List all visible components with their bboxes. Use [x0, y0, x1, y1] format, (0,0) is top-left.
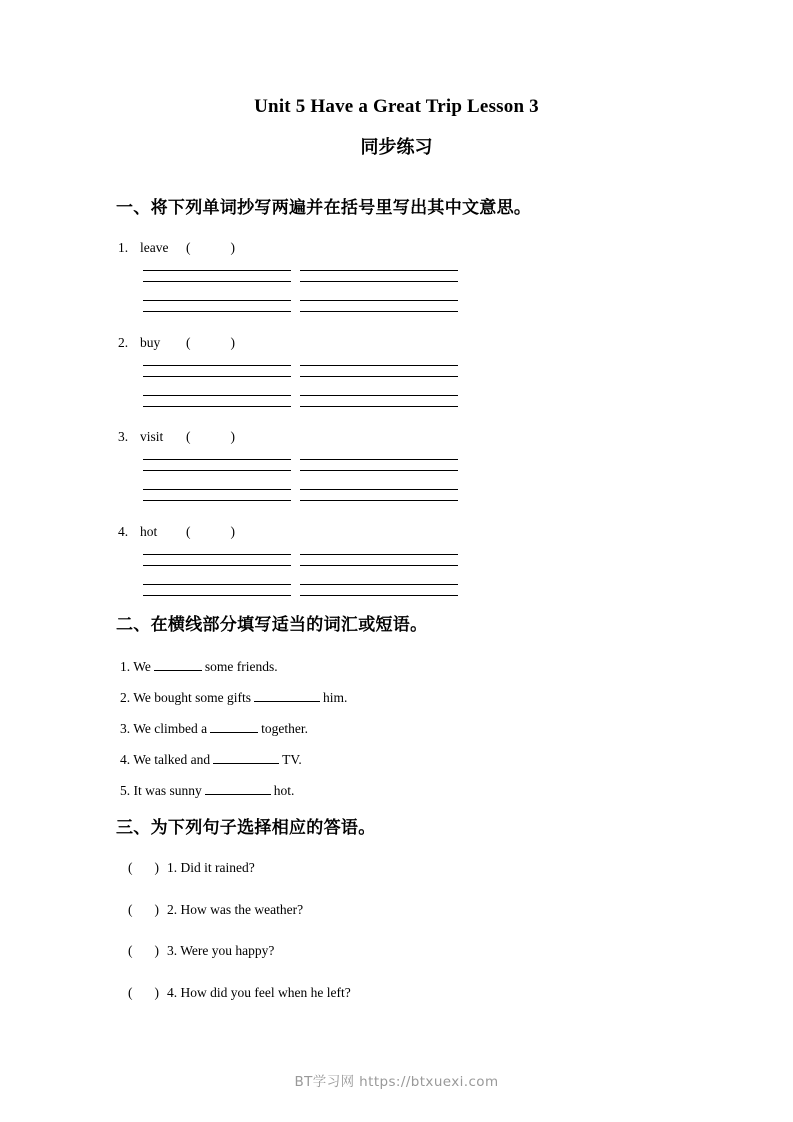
matching-item [128, 860, 255, 876]
word-meaning-parens [186, 240, 235, 256]
fill-blank-input[interactable] [205, 781, 271, 795]
answer-bracket[interactable] [128, 985, 159, 1001]
rule-line [143, 554, 291, 555]
close-paren: ) [230, 524, 235, 539]
handwriting-rule-column-left[interactable] [143, 459, 291, 507]
rule-line [143, 584, 291, 585]
rule-line [143, 459, 291, 460]
matching-item [128, 902, 303, 918]
matching-question-text: 4. How did you feel when he left? [167, 985, 351, 1000]
word-text: hot [140, 524, 158, 539]
fill-prefix: 1. We [120, 659, 151, 674]
fill-suffix: TV. [282, 752, 302, 767]
fill-suffix: together. [261, 721, 309, 736]
handwriting-rule-column-right[interactable] [300, 365, 458, 413]
word-prompt [118, 524, 235, 540]
handwriting-rules [143, 459, 458, 507]
handwriting-rule-column-left[interactable] [143, 270, 291, 318]
word-prompt [118, 335, 235, 351]
fill-blank-item [120, 719, 308, 737]
rule-line [143, 595, 291, 596]
rule-line [300, 281, 458, 282]
rule-line [143, 565, 291, 566]
open-paren: ( [186, 524, 191, 539]
footer-watermark: BT学习网 https://btxuexi.com [294, 1074, 499, 1090]
close-paren: ) [154, 860, 159, 875]
rule-line [143, 281, 291, 282]
answer-bracket[interactable] [128, 943, 159, 959]
fill-blank-input[interactable] [154, 657, 202, 671]
rule-line [143, 406, 291, 407]
section-two-heading: 二、在横线部分填写适当的词汇或短语。 [116, 615, 428, 635]
matching-question-text: 1. Did it rained? [167, 860, 255, 875]
handwriting-rule-column-left[interactable] [143, 365, 291, 413]
word-meaning-parens [186, 335, 235, 351]
fill-blank-input[interactable] [213, 750, 279, 764]
close-paren: ) [154, 943, 159, 958]
handwriting-rule-column-right[interactable] [300, 270, 458, 318]
close-paren: ) [154, 985, 159, 1000]
close-paren: ) [230, 240, 235, 255]
answer-bracket[interactable] [128, 860, 159, 876]
open-paren: ( [128, 943, 133, 958]
rule-line [143, 395, 291, 396]
rule-line [143, 500, 291, 501]
rule-line [300, 270, 458, 271]
word-number: 4. [118, 524, 129, 539]
fill-blank-input[interactable] [254, 688, 320, 702]
section-one-heading: 一、将下列单词抄写两遍并在括号里写出其中文意思。 [116, 198, 532, 218]
fill-prefix: 2. We bought some gifts [120, 690, 252, 705]
rule-line [300, 300, 458, 301]
rule-line [300, 584, 458, 585]
rule-line [143, 365, 291, 366]
word-text: leave [140, 240, 169, 255]
handwriting-rules [143, 554, 458, 602]
word-number: 2. [118, 335, 129, 350]
handwriting-rules [143, 270, 458, 318]
rule-line [143, 270, 291, 271]
rule-line [143, 489, 291, 490]
open-paren: ( [186, 335, 191, 350]
fill-suffix: hot. [273, 783, 295, 798]
fill-suffix: some friends. [204, 659, 278, 674]
rule-line [300, 376, 458, 377]
fill-prefix: 3. We climbed a [120, 721, 208, 736]
close-paren: ) [154, 902, 159, 917]
close-paren: ) [230, 335, 235, 350]
fill-suffix: him. [323, 690, 348, 705]
rule-line [300, 406, 458, 407]
rule-line [143, 376, 291, 377]
rule-line [143, 300, 291, 301]
rule-line [300, 311, 458, 312]
rule-line [300, 365, 458, 366]
close-paren: ) [230, 429, 235, 444]
fill-prefix: 4. We talked and [120, 752, 211, 767]
rule-line [143, 470, 291, 471]
page-title: Unit 5 Have a Great Trip Lesson 3 [254, 96, 539, 117]
word-meaning-parens [186, 524, 235, 540]
fill-blank-item [120, 750, 302, 768]
open-paren: ( [186, 429, 191, 444]
matching-question-text: 2. How was the weather? [167, 902, 304, 917]
answer-bracket[interactable] [128, 902, 159, 918]
matching-question-text: 3. Were you happy? [167, 943, 275, 958]
rule-line [300, 595, 458, 596]
open-paren: ( [186, 240, 191, 255]
word-number: 1. [118, 240, 129, 255]
open-paren: ( [128, 902, 133, 917]
rule-line [300, 395, 458, 396]
word-number: 3. [118, 429, 129, 444]
fill-blank-item [120, 781, 294, 799]
section-three-heading: 三、为下列句子选择相应的答语。 [116, 818, 376, 838]
fill-prefix: 5. It was sunny [120, 783, 202, 798]
word-text: buy [140, 335, 161, 350]
rule-line [300, 459, 458, 460]
word-prompt [118, 429, 235, 445]
rule-line [300, 470, 458, 471]
handwriting-rules [143, 365, 458, 413]
matching-item [128, 985, 351, 1001]
rule-line [300, 565, 458, 566]
fill-blank-item [120, 688, 347, 706]
handwriting-rule-column-right[interactable] [300, 554, 458, 602]
rule-line [300, 554, 458, 555]
page-subtitle: 同步练习 [360, 137, 433, 158]
open-paren: ( [128, 985, 133, 1000]
handwriting-rule-column-left[interactable] [143, 554, 291, 602]
open-paren: ( [128, 860, 133, 875]
rule-line [300, 489, 458, 490]
rule-line [143, 311, 291, 312]
word-text: visit [140, 429, 164, 444]
handwriting-rule-column-right[interactable] [300, 459, 458, 507]
matching-item [128, 943, 274, 959]
word-meaning-parens [186, 429, 235, 445]
word-prompt [118, 240, 235, 256]
rule-line [300, 500, 458, 501]
fill-blank-item [120, 657, 278, 675]
fill-blank-input[interactable] [210, 719, 258, 733]
